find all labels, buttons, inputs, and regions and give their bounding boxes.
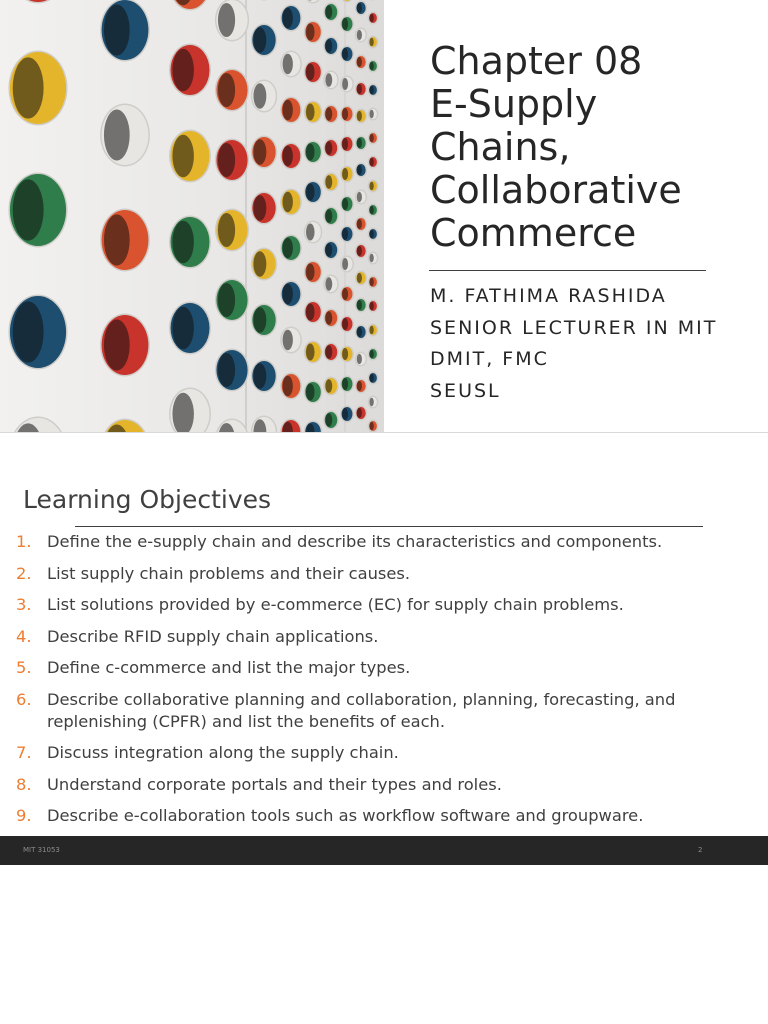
wall-hole (368, 420, 379, 433)
wall-hole (340, 76, 354, 93)
wall-hole (323, 105, 338, 124)
wall-hole (355, 82, 367, 97)
item-number: 7. (16, 743, 32, 762)
wall-hole (368, 252, 379, 265)
item-number: 6. (16, 689, 32, 709)
list-item (0, 563, 768, 585)
title-line: Collaborative (430, 168, 682, 212)
item-number: 5. (16, 658, 32, 677)
wall-hole (280, 327, 302, 354)
wall-hole (169, 130, 211, 183)
author-line: M. FATHIMA RASHIDA (430, 285, 667, 307)
wall-hole (251, 360, 277, 393)
page-number: 2 (698, 846, 703, 854)
wall-hole (280, 143, 302, 170)
wall-hole (368, 372, 379, 385)
wall-hole (323, 411, 338, 430)
wall-hole (169, 302, 211, 355)
wall-hole (323, 377, 338, 396)
list-item (0, 805, 768, 827)
wall-hole (368, 396, 379, 409)
wall-hole (368, 132, 379, 145)
item-number: 8. (16, 774, 32, 794)
list-item (0, 742, 768, 764)
wall-hole (251, 80, 277, 113)
wall-hole (355, 55, 367, 70)
wall-hole (280, 5, 302, 32)
objectives-list (0, 531, 768, 837)
title-divider (429, 270, 706, 271)
wall-hole (304, 261, 323, 284)
wall-hole (340, 376, 354, 393)
list-item (0, 689, 768, 733)
wall-hole (355, 244, 367, 259)
wall-hole (368, 180, 379, 193)
wall-hole (340, 316, 354, 333)
chapter-title (430, 40, 760, 255)
list-item (0, 531, 768, 553)
wall-hole (280, 281, 302, 308)
wall-hole (251, 136, 277, 169)
item-text: Define the e-supply chain and describe its characteristics and components. (47, 532, 663, 551)
item-text: Describe RFID supply chain applications. (47, 626, 379, 646)
wall-hole (169, 44, 211, 97)
title-line: E-Supply (430, 82, 598, 126)
wall-hole (323, 139, 338, 158)
wall-hole (8, 173, 67, 248)
wall-hole (340, 136, 354, 153)
wall-hole (368, 84, 379, 97)
wall-hole (280, 51, 302, 78)
item-number: 4. (16, 626, 32, 646)
wall-hole (355, 271, 367, 286)
wall-hole (304, 101, 323, 124)
wall-hole (304, 301, 323, 324)
wall-hole (368, 156, 379, 169)
wall-hole (355, 379, 367, 394)
wall-hole (280, 189, 302, 216)
wall-hole (280, 235, 302, 262)
cover-photo (0, 0, 384, 432)
wall-hole (340, 196, 354, 213)
wall-hole (340, 166, 354, 183)
wall-hole (355, 325, 367, 340)
wall-hole (304, 21, 323, 44)
wall-hole (304, 181, 323, 204)
wall-hole (304, 341, 323, 364)
wall-hole (304, 61, 323, 84)
wall-hole (355, 136, 367, 151)
wall-hole (323, 241, 338, 260)
wall-hole (8, 51, 67, 126)
wall-hole (340, 106, 354, 123)
wall-hole (8, 295, 67, 370)
wall-hole (100, 104, 150, 167)
wall-hole (215, 349, 249, 392)
wall-hole (368, 204, 379, 217)
wall-hole (355, 28, 367, 43)
wall-hole (355, 109, 367, 124)
wall-hole (280, 97, 302, 124)
list-item (0, 657, 768, 679)
title-divider (75, 526, 703, 527)
wall-hole (340, 256, 354, 273)
wall-hole (368, 60, 379, 73)
author-block (430, 281, 760, 407)
wall-hole (355, 190, 367, 205)
slide-footer (0, 836, 768, 865)
author-line: DMIT, FMC (430, 348, 549, 371)
wall-hole (304, 381, 323, 404)
wall-hole (323, 275, 338, 294)
wall-hole (323, 71, 338, 90)
wall-hole (251, 192, 277, 225)
list-item (0, 774, 768, 796)
wall-hole (355, 217, 367, 232)
wall-hole (368, 324, 379, 337)
author-line: SENIOR LECTURER IN MIT (430, 316, 718, 339)
wall-hole (368, 108, 379, 121)
perforated-wall-image (0, 0, 384, 432)
wall-hole (215, 69, 249, 112)
wall-hole (340, 346, 354, 363)
wall-hole (368, 228, 379, 241)
wall-hole (368, 276, 379, 289)
item-text: Describe collaborative planning and collaboration, planning, forecasting, and replenishing (CPFR) and list the benefits of each. (47, 689, 676, 731)
wall-hole (355, 406, 367, 421)
author-line: SEUSL (430, 379, 501, 402)
item-number: 1. (16, 532, 32, 551)
title-line: Chains, (430, 125, 571, 169)
wall-hole (368, 12, 379, 25)
wall-hole (215, 139, 249, 182)
wall-hole (355, 352, 367, 367)
item-text: Understand corporate portals and their types and roles. (47, 774, 502, 794)
wall-hole (215, 0, 249, 42)
wall-hole (304, 141, 323, 164)
wall-hole (323, 173, 338, 192)
title-line: Chapter 08 (430, 39, 643, 83)
wall-hole (280, 373, 302, 400)
slide-title: Learning Objectives (23, 485, 272, 514)
wall-hole (304, 221, 323, 244)
wall-hole (215, 279, 249, 322)
wall-hole (215, 209, 249, 252)
objectives-slide (0, 433, 768, 865)
wall-hole (169, 216, 211, 269)
wall-hole (251, 248, 277, 281)
item-text: List supply chain problems and their causes. (47, 563, 411, 583)
wall-hole (340, 46, 354, 63)
title-line: Commerce (430, 211, 637, 255)
item-text: Describe e-collaboration tools such as workflow software and groupware. (47, 806, 644, 825)
item-number: 3. (16, 595, 32, 614)
course-code: MIT 31053 (23, 846, 60, 854)
wall-hole (100, 209, 150, 272)
item-text: Discuss integration along the supply chain. (47, 743, 399, 762)
wall-hole (251, 24, 277, 57)
wall-hole (355, 163, 367, 178)
list-item (0, 594, 768, 616)
wall-hole (368, 36, 379, 49)
wall-hole (368, 348, 379, 361)
list-item (0, 626, 768, 648)
wall-hole (323, 207, 338, 226)
item-number: 9. (16, 806, 32, 825)
item-number: 2. (16, 563, 32, 583)
item-text: Define c-commerce and list the major types. (47, 658, 411, 677)
wall-hole (323, 3, 338, 22)
wall-hole (355, 298, 367, 313)
wall-hole (340, 286, 354, 303)
wall-hole (340, 406, 354, 423)
wall-hole (323, 309, 338, 328)
wall-hole (100, 314, 150, 377)
wall-hole (323, 37, 338, 56)
title-slide (0, 0, 768, 433)
wall-hole (368, 300, 379, 313)
wall-hole (251, 304, 277, 337)
wall-hole (323, 343, 338, 362)
wall-hole (340, 16, 354, 33)
wall-hole (100, 0, 150, 62)
item-text: List solutions provided by e-commerce (EC) for supply chain problems. (47, 595, 624, 614)
wall-hole (340, 226, 354, 243)
wall-hole (355, 1, 367, 16)
